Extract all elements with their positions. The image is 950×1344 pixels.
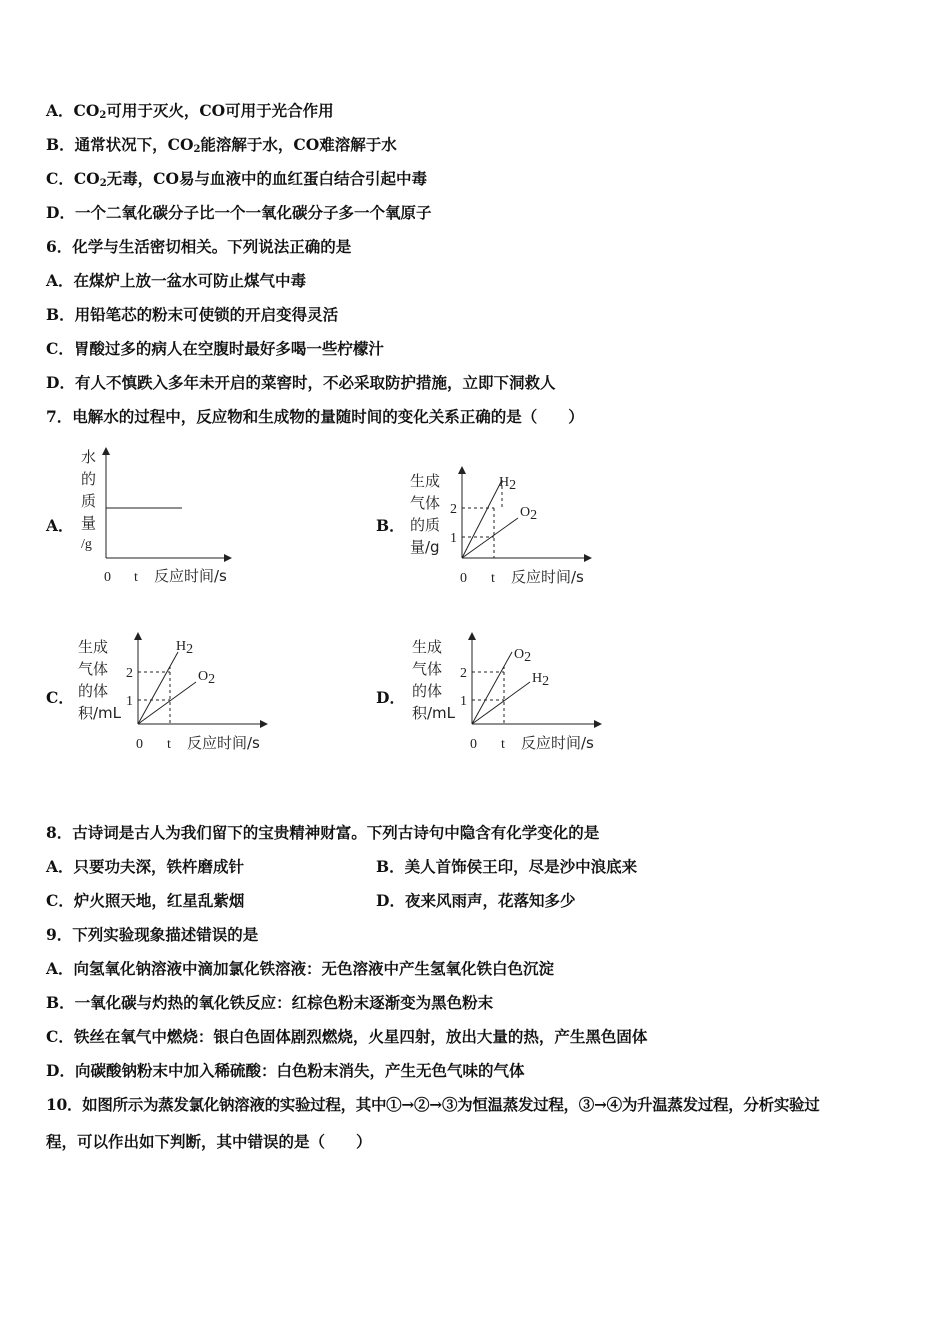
- h2-line: [462, 480, 502, 558]
- ylabel-char: 气体: [78, 660, 109, 678]
- tick-2: 2: [460, 666, 467, 681]
- subscript: 2: [99, 110, 107, 121]
- q7-graph-b: [410, 466, 610, 590]
- q7-graph-a: [78, 446, 258, 588]
- q5-option-a: [46, 101, 334, 126]
- h2-line: [138, 652, 178, 724]
- q7-stem: 7．电解水的过程中，反应物和生成物的量随时间的变化关系正确的是（ ）: [46, 407, 584, 426]
- q8-option-a: A．只要功夫深，铁杵磨成针: [46, 857, 245, 876]
- q7-graph-d: [412, 632, 612, 756]
- ylabel-last: 积/mL: [78, 704, 122, 722]
- q5-option-c: [46, 169, 427, 194]
- q7-graph-b-label: B．: [376, 516, 405, 535]
- q6-option-b: B．用铅笔芯的粉末可使锁的开启变得灵活: [46, 305, 339, 324]
- ylabel-last: 积/mL: [412, 704, 456, 722]
- origin-label: 0: [470, 737, 477, 752]
- ylabel-char: 生成: [78, 638, 109, 656]
- o2-label: O2: [520, 505, 538, 523]
- option-text: 无毒，CO易与血液中的血红蛋白结合引起中毒: [106, 169, 427, 188]
- ylabel-char: 生成: [412, 638, 443, 656]
- option-text: CO: [73, 101, 100, 120]
- ylabel-last: 量/g: [410, 538, 440, 556]
- tick-1: 1: [126, 694, 133, 709]
- ylabel-char: 气体: [412, 660, 443, 678]
- x-axis-label: 反应时间/s: [511, 568, 584, 586]
- q5-option-b: [46, 135, 397, 160]
- q9-option-b: B．一氧化碳与灼热的氧化铁反应：红棕色粉末逐渐变为黑色粉末: [46, 993, 494, 1012]
- h2-label: H2: [176, 639, 194, 657]
- h2-label: H2: [532, 671, 550, 689]
- t-label: t: [491, 571, 495, 586]
- q7-graph-d-label: D．: [376, 688, 405, 707]
- x-axis-label: 反应时间/s: [154, 567, 227, 585]
- x-axis-label: 反应时间/s: [521, 734, 594, 752]
- ylabel-char: 的: [81, 470, 97, 488]
- origin-label: 0: [104, 570, 111, 585]
- ylabel-char: 质: [81, 492, 97, 510]
- origin-label: 0: [136, 737, 143, 752]
- t-label: t: [134, 570, 138, 585]
- subscript: 2: [193, 144, 201, 155]
- ylabel-char: 的体: [412, 682, 443, 700]
- ylabel-char: 水: [81, 448, 97, 466]
- origin-label: 0: [460, 571, 467, 586]
- q6-stem: 6．化学与生活密切相关。下列说法正确的是: [46, 237, 352, 256]
- q9-option-c: C．铁丝在氧气中燃烧：银白色固体剧烈燃烧，火星四射，放出大量的热，产生黑色固体: [46, 1027, 648, 1046]
- option-letter: C．: [46, 169, 74, 188]
- q6-option-c: C．胃酸过多的病人在空腹时最好多喝一些柠檬汁: [46, 339, 384, 358]
- option-letter: A．: [46, 101, 74, 120]
- ylabel-char: 的体: [78, 682, 109, 700]
- option-text: 通常状况下，CO: [74, 135, 194, 154]
- q8-option-c: C．炉火照天地，红星乱紫烟: [46, 891, 245, 910]
- q8-option-b: B．美人首饰侯王印，尽是沙中浪底来: [376, 857, 638, 876]
- q9-stem: 9．下列实验现象描述错误的是: [46, 925, 259, 944]
- tick-2: 2: [126, 666, 133, 681]
- option-text: CO: [73, 169, 100, 188]
- q5-option-d: [46, 203, 431, 223]
- h2-line: [472, 682, 530, 724]
- o2-label: O2: [514, 647, 532, 665]
- ylabel-unit: /g: [81, 537, 92, 552]
- q9-option-a: A．向氢氧化钠溶液中滴加氯化铁溶液：无色溶液中产生氢氧化铁白色沉淀: [46, 959, 555, 978]
- q6-option-a: A．在煤炉上放一盆水可防止煤气中毒: [46, 271, 307, 290]
- option-text: 能溶解于水，CO难溶解于水: [200, 135, 397, 154]
- option-text: 可用于灭火，CO可用于光合作用: [106, 101, 334, 120]
- q8-option-d: D．夜来风雨声，花落知多少: [376, 891, 576, 910]
- q7-graph-c: [78, 632, 278, 756]
- tick-1: 1: [460, 694, 467, 709]
- t-label: t: [501, 737, 505, 752]
- q9-option-d: D．向碳酸钠粉末中加入稀硫酸：白色粉末消失，产生无色气味的气体: [46, 1061, 525, 1080]
- x-axis-label: 反应时间/s: [187, 734, 260, 752]
- q10-stem-line2: 程，可以作出如下判断，其中错误的是（ ）: [46, 1132, 372, 1151]
- o2-line: [472, 652, 512, 724]
- ylabel-char: 气体: [410, 494, 441, 512]
- q8-stem: 8．古诗词是古人为我们留下的宝贵精神财富。下列古诗句中隐含有化学变化的是: [46, 823, 600, 842]
- q6-option-d: D．有人不慎跌入多年未开启的菜窖时，不必采取防护措施，立即下洞救人: [46, 373, 556, 392]
- ylabel-char: 的质: [410, 516, 441, 534]
- option-letter: B．: [46, 135, 75, 154]
- tick-1: 1: [450, 531, 457, 546]
- o2-line: [138, 682, 196, 724]
- h2-label: H2: [499, 475, 517, 493]
- q7-graph-c-label: C．: [46, 688, 74, 707]
- q10-stem-line1: 10．如图所示为蒸发氯化钠溶液的实验过程，其中①→②→③为恒温蒸发过程，③→④为升温蒸发过程，分析实验过: [46, 1095, 820, 1114]
- subscript: 2: [99, 178, 107, 189]
- o2-line: [462, 518, 518, 558]
- ylabel-char: 生成: [410, 472, 441, 490]
- ylabel-char: 量: [81, 514, 97, 532]
- t-label: t: [167, 737, 171, 752]
- tick-2: 2: [450, 502, 457, 517]
- o2-label: O2: [198, 669, 216, 687]
- q7-graph-a-label: A．: [46, 516, 74, 535]
- option-letter: D．: [46, 203, 75, 222]
- option-text: 一个二氧化碳分子比一个一氧化碳分子多一个氧原子: [74, 203, 432, 222]
